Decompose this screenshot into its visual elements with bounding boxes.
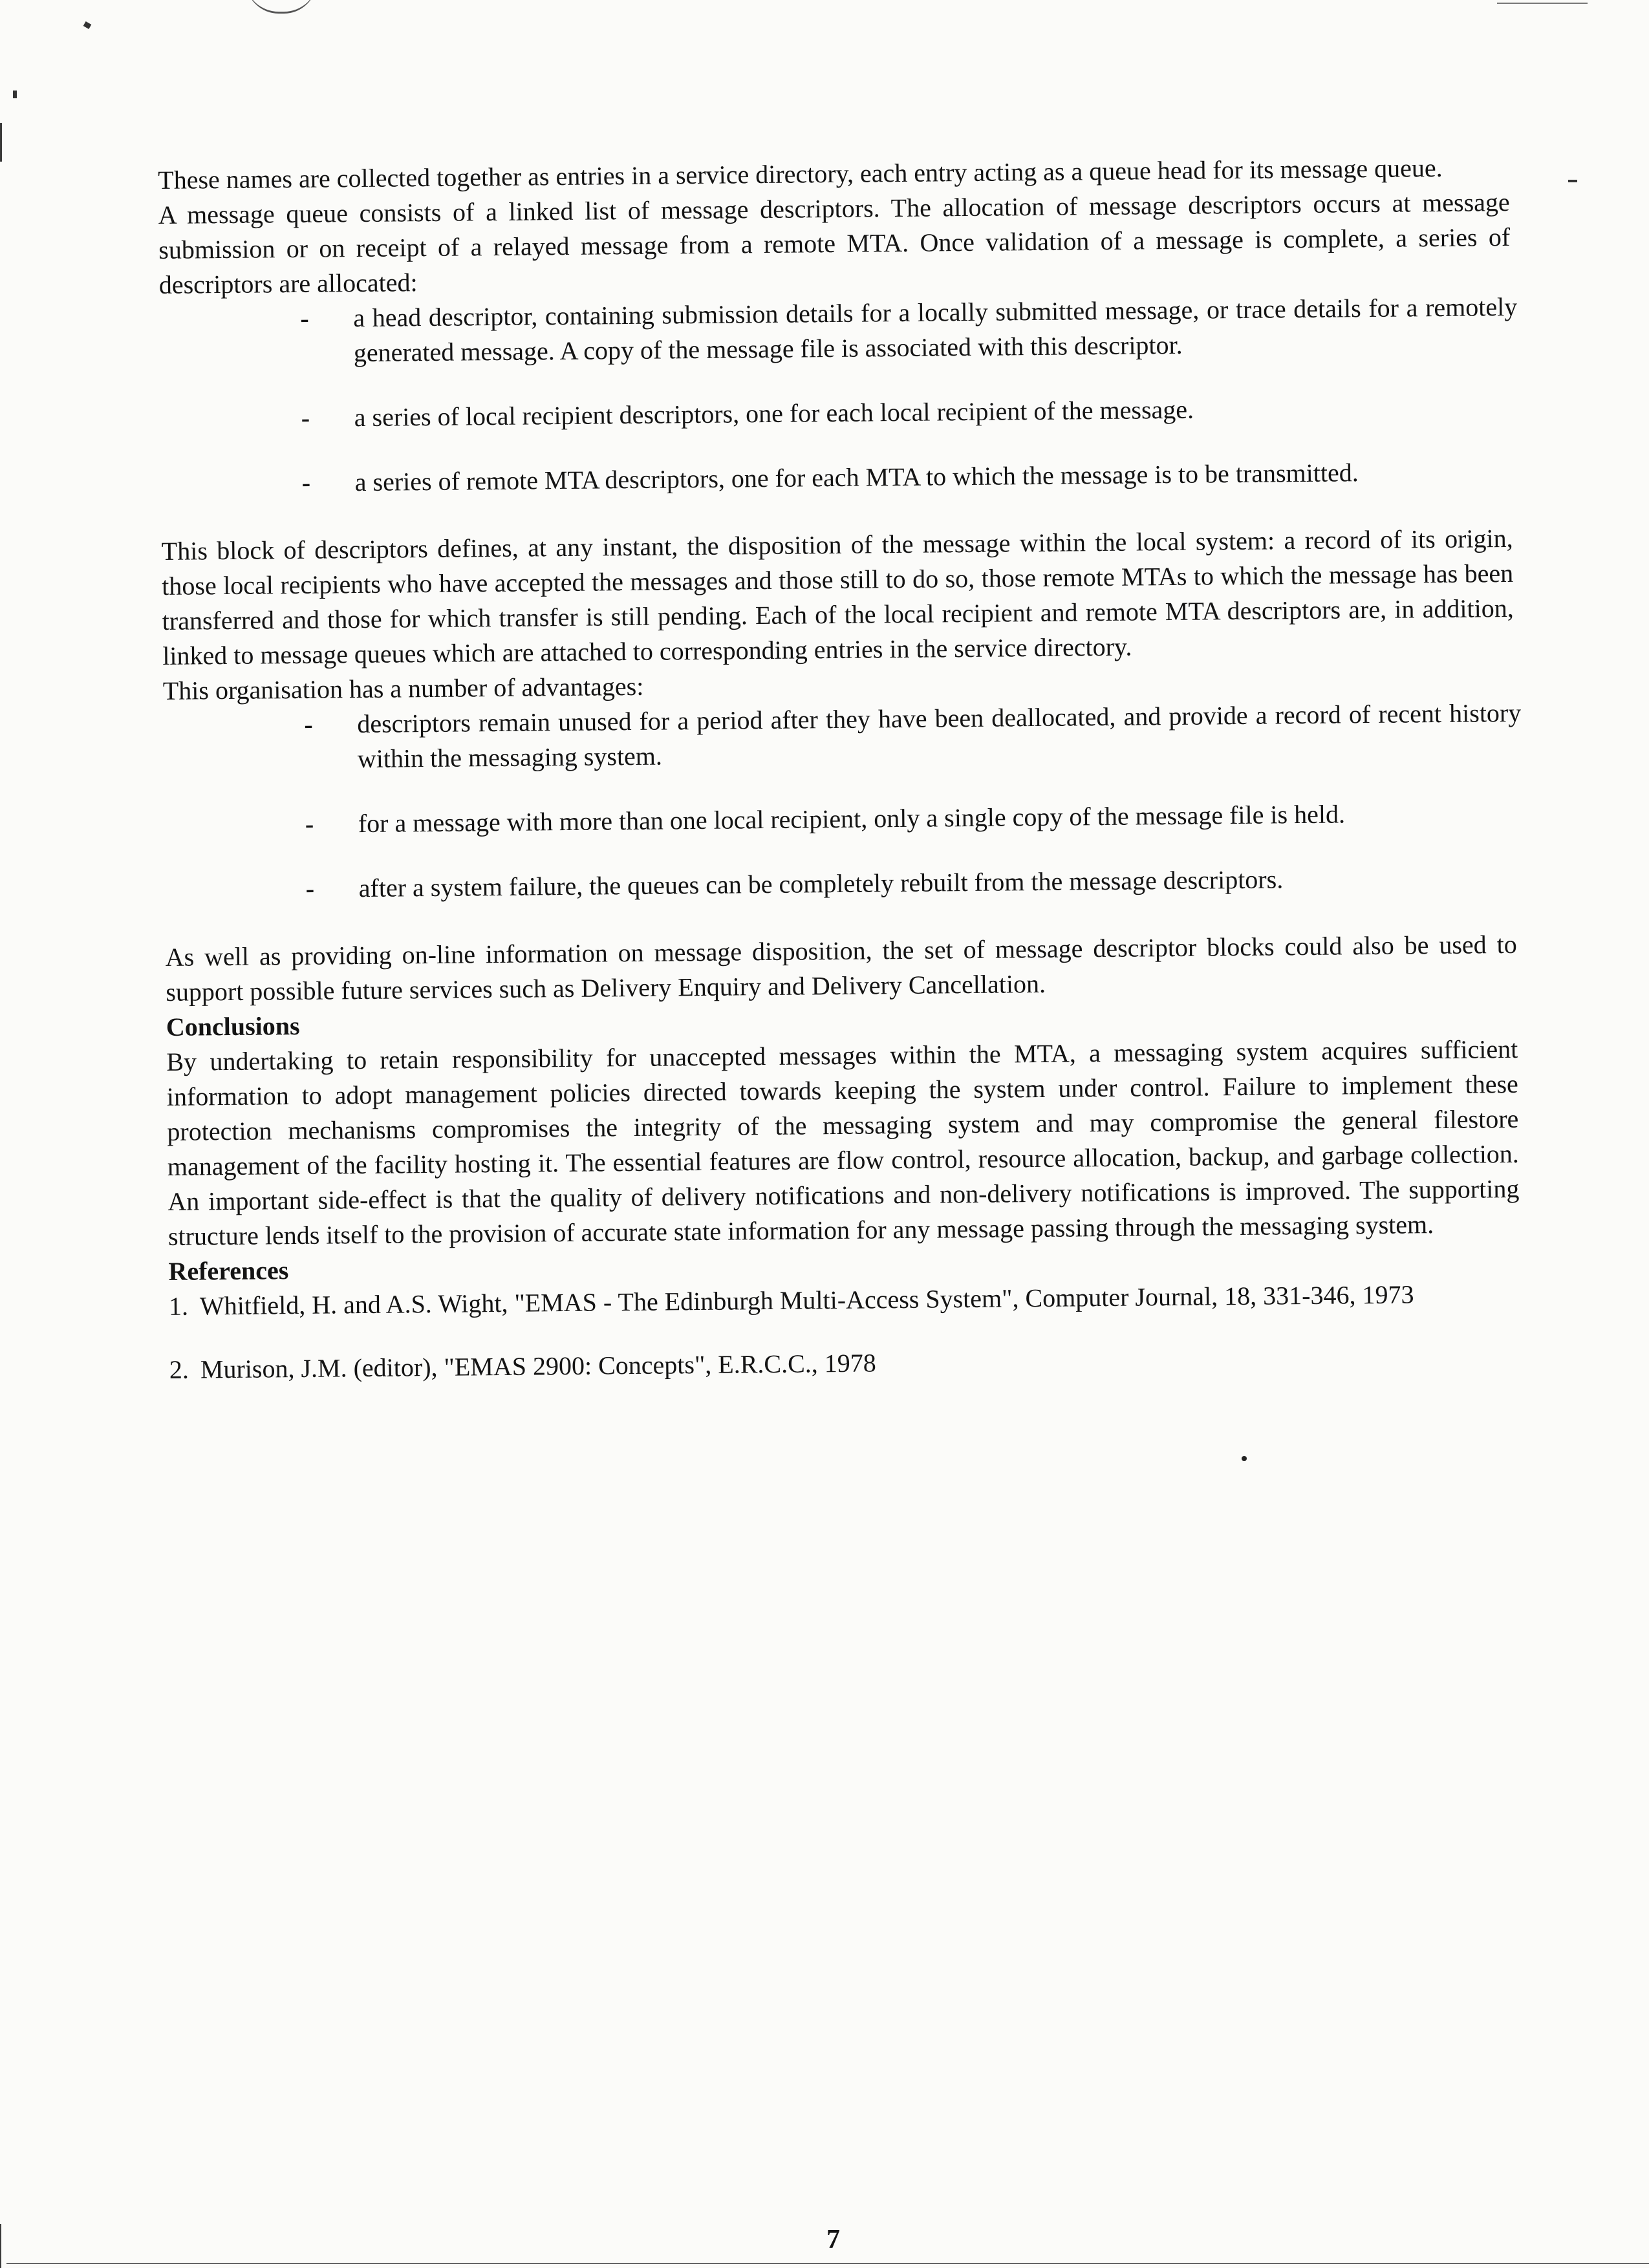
paragraph-advantages-intro: This organisation has a number of advantages: (162, 671, 644, 705)
references-heading: References (168, 1256, 289, 1286)
list-item-text: after a system failure, the queues can be completely rebuilt from the message descriptors. (358, 864, 1284, 903)
list-item (164, 795, 1522, 843)
conclusions-paragraph: By undertaking to retain responsibility for unaccepted messages within the MTA, a messaging system acquires sufficient information to adopt management policies directed towards keeping the system under control. Failure to implement these protection mechanisms compromises the integrity of the messaging system and may compromise the general filestore management of the facility hosting it. The essential features are flow control, resource allocation, backup, and garbage collection. An important side-effect is that the quality of delivery notifications and non-delivery notifications is improved. The supporting structure lends itself to the provision of accurate state information for any message passing through the messaging system. (166, 1034, 1520, 1251)
list-item (163, 696, 1522, 778)
scan-mark-left-edge (0, 123, 2, 162)
list-item (159, 290, 1518, 372)
list-item (161, 454, 1519, 502)
scan-speck (1568, 180, 1577, 182)
reference-number: 1. (168, 1291, 189, 1321)
list-item (165, 860, 1523, 908)
paragraph-message-queue: A message queue consists of a linked list of message descriptors. The allocation of message descriptors occurs at message submission or on receipt of a relayed message from a remote MTA. Once validation of a message is complete, a series of descriptors are allocated: (158, 187, 1511, 299)
paragraph-descriptor-block: This block of descriptors defines, at any instant, the disposition of the message within the local system: a record of its origin, those local recipients who have accepted the messages and those still to do so, those remote MTAs to which the message has been transferred and those for which transfer is still pending. Each of the local recipient and remote MTA descriptors are, in addition, linked to message queues which are attached to corresponding entries in the service directory. (161, 523, 1514, 670)
list-item-text: a series of remote MTA descriptors, one for each MTA to which the message is to be transmitted. (354, 458, 1359, 497)
conclusions-heading: Conclusions (166, 1011, 300, 1042)
list-item-text: descriptors remain unused for a period after they have been deallocated, and provide a record of recent history within the messaging system. (357, 698, 1522, 774)
references-list (169, 1276, 1521, 1387)
scan-speck (13, 91, 17, 98)
list-dash: - (301, 467, 311, 497)
reference-number: 2. (169, 1354, 189, 1384)
scan-mark-left-edge-bottom (0, 2224, 1, 2268)
list-item-text: for a message with more than one local recipient, only a single copy of the message file is held. (358, 799, 1346, 839)
reference-text: Murison, J.M. (editor), "EMAS 2900: Concepts", E.R.C.C., 1978 (200, 1348, 876, 1384)
list-dash: - (304, 709, 313, 739)
scan-mark-bottom-line (6, 2263, 1649, 2264)
paragraph-future-services: As well as providing on-line information on message disposition, the set of message descriptor blocks could also be used to support possible future services such as Delivery Enquiry and Delivery Cancellation. (165, 929, 1517, 1007)
scan-speck (1242, 1456, 1247, 1461)
scan-mark-top-arc (246, 0, 317, 14)
reference-item (169, 1340, 1521, 1387)
list-item (160, 389, 1518, 437)
scan-speck (83, 21, 92, 29)
descriptor-list (159, 290, 1518, 502)
list-dash: - (305, 809, 314, 839)
list-item-text: a head descriptor, containing submission details for a locally submitted message, or trace details for a remotely generated message. A copy of the message file is associated with this descriptor. (353, 292, 1518, 368)
document-body (158, 150, 1521, 1387)
paragraph-service-directory: These names are collected together as entries in a service directory, each entry acting as a queue head for its message queue. (158, 153, 1443, 195)
list-dash: - (300, 303, 309, 333)
reference-text: Whitfield, H. and A.S. Wight, "EMAS - The Edinburgh Multi-Access System", Computer Journal, 18, 331-346, 1973 (199, 1279, 1414, 1321)
advantages-list (163, 696, 1522, 908)
scan-mark-top-line (1497, 3, 1588, 4)
list-item-text: a series of local recipient descriptors, one for each local recipient of the message. (354, 394, 1194, 433)
page-number: 7 (826, 2225, 840, 2254)
list-dash: - (305, 873, 315, 903)
list-dash: - (301, 403, 310, 433)
